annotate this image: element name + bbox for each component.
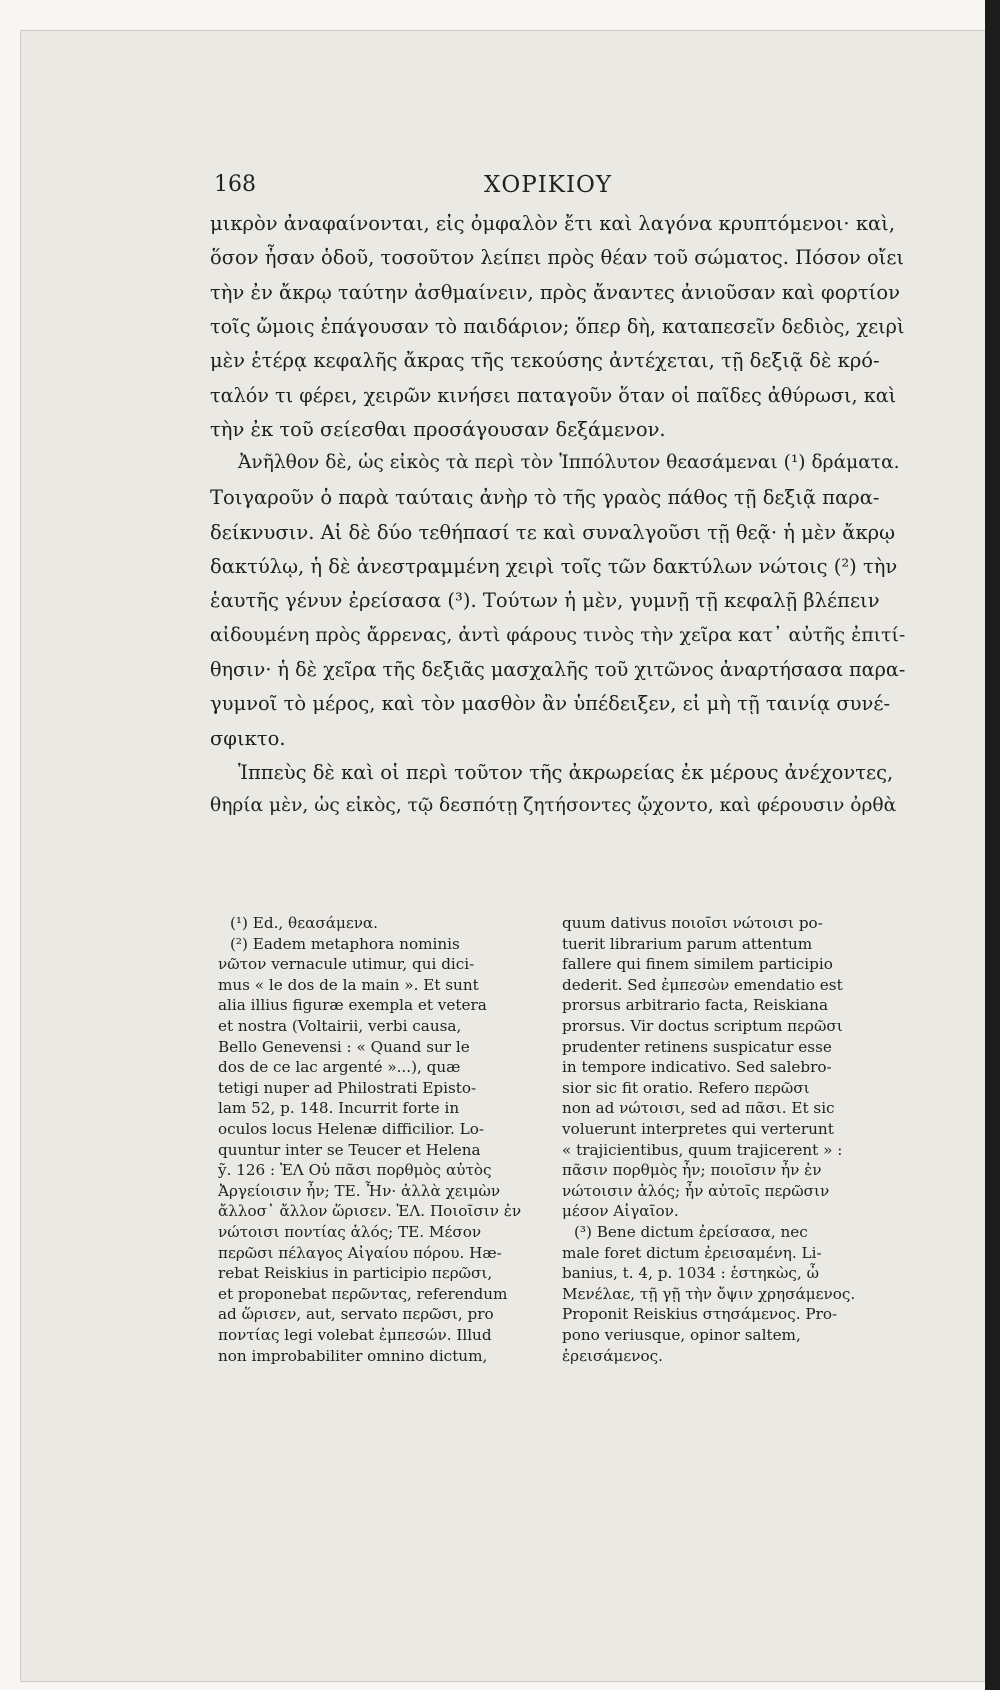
text-line: δακτύλῳ, ἡ δὲ ἀνεστραμμένη χειρὶ τοῖς τῶν δακτύλων νώτοις (²) τὴν	[210, 555, 898, 578]
footnote-line: ἐρεισάμενος.	[562, 1346, 663, 1365]
footnote-line: prorsus arbitrario facta, Reiskiana	[562, 996, 829, 1015]
footnote-line: oculos locus Helenæ difficilior. Lo-	[218, 1120, 484, 1138]
text-line: ὅσον ἦσαν ὁδοῦ, τοσοῦτον λείπει πρὸς θέαν τοῦ σώματος. Πόσον οἴει	[210, 246, 905, 270]
footnote-line: lam 52, p. 148. Incurrit forte in	[218, 1099, 460, 1118]
footnote-line: ad ὥρισεν, aut, servato περῶσι, pro	[218, 1305, 494, 1324]
book-page	[20, 30, 987, 1682]
text-line: γυμνοῖ τὸ μέρος, καὶ τὸν μασθὸν ἂν ὑπέδειξεν, εἰ μὴ τῇ ταινίᾳ συνέ-	[210, 692, 891, 716]
text-line: Ἱππεὺς δὲ καὶ οἱ περὶ τοῦτον τῆς ἀκρωρείας ἐκ μέρους ἀνέχοντες,	[238, 760, 894, 784]
text-line: θηρία μὲν, ὡς εἰκὸς, τῷ δεσπότῃ ζητήσοντες ᾤχοντο, καὶ φέρουσιν ὀρθὰ	[210, 795, 897, 817]
footnote-line: νῶτον vernacule utimur, qui dici-	[218, 955, 475, 974]
footnote-line: (²) Eadem metaphora nominis	[230, 934, 460, 953]
footnote-line: tetigi nuper ad Philostrati Episto-	[218, 1078, 477, 1097]
footnote-line: Μενέλαε, τῇ γῇ τὴν ὄψιν χρησάμενος.	[562, 1284, 856, 1303]
text-line: μικρὸν ἀναφαίνονται, εἰς ὀμφαλὸν ἔτι καὶ λαγόνα κρυπτόμενοι· καὶ,	[210, 212, 896, 235]
footnote-line: voluerunt interpretes qui verterunt	[562, 1120, 834, 1138]
text-line: μὲν ἑτέρᾳ κεφαλῆς ἄκρας τῆς τεκούσης ἀντέχεται, τῇ δεξιᾷ δὲ κρό-	[210, 349, 880, 373]
text-line: σφικτο.	[210, 726, 286, 750]
footnote-line: rebat Reiskius in participio περῶσι,	[218, 1264, 493, 1283]
text-line: ἑαυτῆς γένυν ἐρείσασα (³). Τούτων ἡ μὲν, γυμνῇ τῇ κεφαλῇ βλέπειν	[210, 589, 880, 613]
text-line: αἰδουμένη πρὸς ἄρρενας, ἀντὶ φάρους τινὸς τὴν χεῖρα κατ᾽ αὐτῆς ἐπιτί-	[210, 623, 906, 646]
text-line: δείκνυσιν. Αἱ δὲ δύο τεθήπασί τε καὶ συναλγοῦσι τῇ θεᾷ· ἡ μὲν ἄκρῳ	[210, 520, 896, 544]
footnote-line: ποντίας legi volebat ἐμπεσών. Illud	[218, 1326, 492, 1344]
footnote-line: sior sic fit oratio. Refero περῶσι	[562, 1078, 810, 1097]
footnote-line: ἄλλοσ᾽ ἄλλον ὥρισεν. ἙΛ. Ποιοῖσιν ἐν	[218, 1202, 522, 1221]
footnote-line: et nostra (Voltairii, verbi causa,	[218, 1017, 462, 1035]
footnote-line: in tempore indicativo. Sed salebro-	[562, 1058, 832, 1077]
book-spine-edge	[985, 0, 1000, 1690]
footnote-line: dederit. Sed ἐμπεσὼν emendatio est	[562, 975, 843, 994]
footnote-line: quum dativus ποιοῖσι νώτοισι po-	[562, 914, 823, 932]
page-number: 168	[214, 172, 256, 197]
footnote-line: non improbabiliter omnino dictum,	[218, 1346, 488, 1365]
footnote-line: (³) Bene dictum ἐρείσασα, nec	[574, 1223, 808, 1241]
footnote-line: prorsus. Vir doctus scriptum περῶσι	[562, 1017, 843, 1035]
footnote-line: πᾶσιν πορθμὸς ἦν; ποιοῖσιν ἦν ἐν	[562, 1161, 822, 1180]
footnote-line: « trajicientibus, quum trajicerent » :	[562, 1140, 843, 1159]
running-title: ΧΟΡΙΚΙΟΥ	[484, 172, 613, 198]
footnote-line: male foret dictum ἐρεισαμένη. Li-	[562, 1243, 822, 1262]
text-line: θησιν· ἡ δὲ χεῖρα τῆς δεξιᾶς μασχαλῆς τοῦ χιτῶνος ἀναρτήσασα παρα-	[210, 657, 906, 681]
footnote-line: dos de ce lac argenté »...), quæ	[218, 1058, 461, 1077]
footnote-line: et proponebat περῶντας, referendum	[218, 1284, 508, 1303]
text-line: Τοιγαροῦν ὁ παρὰ ταύταις ἀνὴρ τὸ τῆς γραὸς πάθος τῇ δεξιᾷ παρα-	[210, 486, 880, 510]
text-line: ταλόν τι φέρει, χειρῶν κινήσει παταγοῦν ὅταν οἱ παῖδες ἀθύρωσι, καὶ	[210, 383, 897, 407]
footnote-line: ỹ. 126 : ἙΛ Οὐ πᾶσι πορθμὸς αὐτὸς	[218, 1161, 492, 1180]
text-line: τὴν ἐν ἄκρῳ ταύτην ἀσθμαίνειν, πρὸς ἄναντες ἀνιοῦσαν καὶ φορτίον	[210, 280, 900, 304]
footnote-line: quuntur inter se Teucer et Helena	[218, 1140, 481, 1159]
footnote-line: Ἀργείοισιν ἦν; ΤΕ. Ἦν· ἀλλὰ χειμὼν	[218, 1181, 501, 1200]
text-line: Ἀνῆλθον δὲ, ὡς εἰκὸς τὰ περὶ τὸν Ἱππόλυτον θεασάμεναι (¹) δράματα.	[238, 452, 900, 474]
footnote-line: (¹) Ed., θεασάμενα.	[230, 914, 379, 932]
footnote-line: Bello Genevensi : « Quand sur le	[218, 1037, 470, 1056]
footnote-line: περῶσι πέλαγος Αἰγαίου πόρου. Hæ-	[218, 1243, 502, 1262]
footnote-line: pono veriusque, opinor saltem,	[562, 1326, 801, 1344]
footnote-line: νώτοισι ποντίας ἁλός; ΤΕ. Μέσον	[218, 1223, 482, 1241]
footnote-line: prudenter retinens suspicatur esse	[562, 1037, 832, 1056]
page-header	[214, 172, 904, 212]
footnote-line: Proponit Reiskius στησάμενος. Pro-	[562, 1305, 838, 1324]
text-line: τὴν ἐκ τοῦ σείεσθαι προσάγουσαν δεξάμενον.	[210, 417, 666, 441]
footnote-line: tuerit librarium parum attentum	[562, 934, 813, 953]
text-line: τοῖς ὤμοις ἐπάγουσαν τὸ παιδάριον; ὅπερ δὴ, καταπεσεῖν δεδιὸς, χειρὶ	[210, 314, 905, 338]
footnote-line: banius, t. 4, p. 1034 : ἑστηκὼς, ὦ	[562, 1264, 819, 1283]
footnote-line: μέσον Αἰγαῖον.	[562, 1202, 679, 1221]
footnote-line: mus « le dos de la main ». Et sunt	[218, 975, 479, 994]
footnote-line: non ad νώτοισι, sed ad πᾶσι. Et sic	[562, 1099, 835, 1118]
footnote-line: alia illius figuræ exempla et vetera	[218, 996, 487, 1015]
footnote-line: fallere qui finem similem participio	[562, 955, 833, 974]
footnote-line: νώτοισιν ἁλός; ἦν αὐτοῖς περῶσιν	[562, 1181, 830, 1200]
